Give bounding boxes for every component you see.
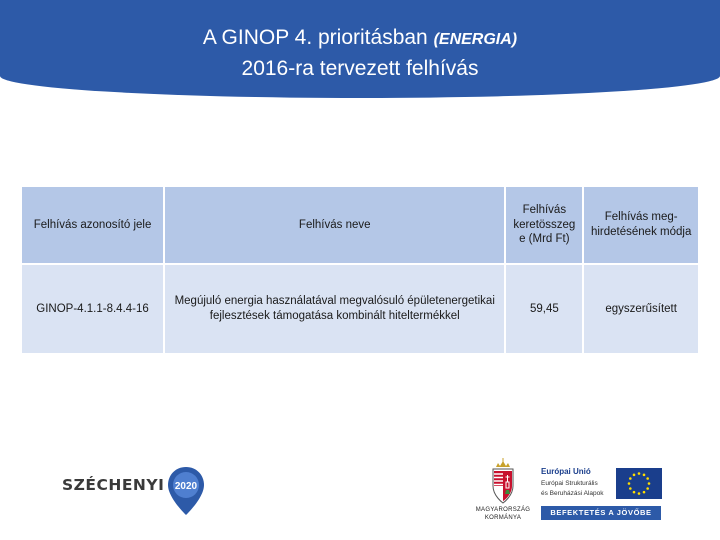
hungary-government-logo	[472, 458, 542, 524]
page-title-line2: 2016-ra tervezett felhívás	[241, 57, 479, 80]
coat-of-arms-icon	[472, 458, 534, 506]
government-line1: MAGYARORSZÁG	[475, 507, 531, 513]
eu-fund-line2: és Beruházási Alapok	[541, 490, 604, 497]
header-name: Felhívás neve	[165, 187, 504, 263]
eu-title: Európai Unió	[541, 467, 591, 476]
eu-funds-logo	[541, 466, 663, 522]
eu-star-icon	[633, 474, 636, 477]
table-header-row	[22, 187, 698, 263]
title-banner	[0, 0, 720, 98]
eu-star-icon	[646, 477, 649, 480]
eu-flag-icon	[616, 468, 662, 499]
cell-method: egyszerűsített	[584, 265, 698, 353]
szechenyi-2020-logo	[62, 466, 212, 516]
table-row	[22, 265, 698, 353]
header-id: Felhívás azonosító jele	[22, 187, 163, 263]
eu-star-icon	[638, 472, 641, 475]
cell-budget: 59,45	[506, 265, 582, 353]
eu-star-icon	[646, 487, 649, 490]
eu-fund-line1: Európai Strukturális	[541, 480, 598, 487]
title-text: A GINOP 4. prioritásban	[202, 26, 434, 49]
szechenyi-year-text: 2020	[174, 481, 198, 492]
eu-star-icon	[638, 492, 641, 495]
eu-star-icon	[629, 487, 632, 490]
szechenyi-logo-text: SZÉCHENYI	[62, 476, 165, 494]
eu-star-icon	[643, 474, 646, 477]
cell-id: GINOP-4.1.1-8.4.4-16	[22, 265, 163, 353]
eu-star-icon	[643, 491, 646, 494]
title-emphasis: (ENERGIA)	[433, 31, 518, 48]
page-title-line1	[0, 26, 720, 50]
government-line2: KORMÁNYA	[484, 515, 522, 521]
header-method: Felhívás meg-hirdetésének módja	[584, 187, 698, 263]
eu-slogan: BEFEKTETÉS A JÖVŐBE	[541, 506, 661, 520]
eu-star-icon	[629, 477, 632, 480]
location-pin-icon	[166, 466, 206, 516]
eu-star-icon	[648, 482, 651, 485]
header-budget: Felhívás keretösszeg e (Mrd Ft)	[506, 187, 582, 263]
eu-star-icon	[633, 491, 636, 494]
cell-name: Megújuló energia használatával megvalósuló épületenergetikai fejlesztések támogatása kombinált hiteltermékkel	[165, 265, 504, 353]
calls-table	[20, 185, 700, 355]
eu-star-icon	[628, 482, 631, 485]
